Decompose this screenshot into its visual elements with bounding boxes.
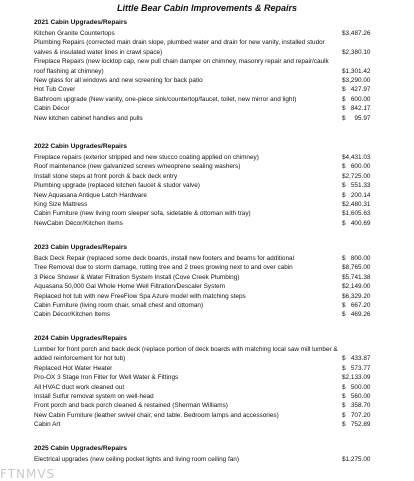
section-heading: 2024 Cabin Upgrades/Repairs xyxy=(34,335,128,342)
list-item xyxy=(34,29,386,38)
item-amount: $2,725.00 xyxy=(342,172,371,180)
list-item xyxy=(34,373,386,382)
item-description: Bathroom upgrade (New vanity, one-piece sink/countertop/faucet, toilet, new mirror and light) xyxy=(34,95,297,103)
list-item xyxy=(34,310,386,319)
item-amount: $ 358.70 xyxy=(342,402,371,410)
item-amount: $1,275.00 xyxy=(342,456,371,463)
item-description: All HVAC duct work cleaned out xyxy=(34,383,125,391)
list-item xyxy=(34,383,386,392)
item-amount: $ 800.00 xyxy=(342,255,371,262)
item-description: Plumbing upgrade (replaced kitchen faucet & studor valve) xyxy=(34,182,200,190)
item-amount: $ 707.20 xyxy=(342,411,371,419)
list-item xyxy=(34,282,386,291)
list-item xyxy=(34,364,386,373)
list-item xyxy=(34,76,386,85)
item-amount: $ 95.97 xyxy=(342,114,371,122)
item-amount: $5,741.38 xyxy=(342,273,371,281)
document-title: Little Bear Cabin Improvements & Repairs xyxy=(116,3,298,13)
item-amount: $ 400.69 xyxy=(342,219,371,227)
item-description: Fireplace Repairs (new locktop cap, new pull chain damper on chimney, masonry repair and repair/caulk roof flashing at chimney) xyxy=(34,58,329,75)
item-description: Cabin Décor xyxy=(34,105,70,113)
item-description: Cabin Décor/Kitchen Items xyxy=(34,311,111,319)
list-item xyxy=(34,85,386,94)
section-2024 xyxy=(34,333,386,430)
item-amount: $ 433.87 xyxy=(342,355,371,363)
list-item xyxy=(34,420,386,429)
item-description: Cabin Art xyxy=(34,421,61,429)
item-description: 3 Piece Shower & Water Filtration System Install (Cove Creek Plumbing) xyxy=(34,273,240,281)
item-amount: $ 573.77 xyxy=(342,364,371,372)
item-amount: $ 600.00 xyxy=(342,163,371,171)
item-amount: $3,290.00 xyxy=(342,77,371,85)
item-description: Cabin Furniture (new living room sleeper sofa, sidetable & ottoman with tray) xyxy=(34,210,251,218)
list-item xyxy=(34,95,386,104)
item-amount: $1,605.63 xyxy=(342,210,371,218)
item-amount: $ 667.20 xyxy=(342,302,371,310)
item-description: Install Sulfur removal system on well-head xyxy=(34,393,154,401)
list-item xyxy=(34,411,386,420)
item-amount: $ 200.14 xyxy=(342,191,371,199)
item-description: Back Deck Repair (replaced some deck boards, install new footers and beams for additional xyxy=(34,255,295,262)
item-amount: $ 551.33 xyxy=(342,182,371,190)
item-amount: $ 427.97 xyxy=(342,86,371,94)
list-item xyxy=(34,301,386,310)
section-2021 xyxy=(34,17,386,123)
list-item xyxy=(34,263,386,272)
item-description: Aquasana 50,000 Gal Whole Home Well Filtration/Descaler System xyxy=(34,283,225,291)
item-amount: $2,480.31 xyxy=(342,201,371,209)
list-item xyxy=(34,191,386,200)
listing-watermark: FTNMVS xyxy=(0,467,56,481)
item-description: NewCabin Décor/Kitchen Items xyxy=(34,219,123,227)
item-amount: $2,149.00 xyxy=(342,283,371,291)
section-heading: 2023 Cabin Upgrades/Repairs xyxy=(34,244,128,251)
list-item xyxy=(34,345,386,364)
item-description: New glass for all windows and new screening for back patio xyxy=(34,77,203,85)
item-description: King Size Mattress xyxy=(34,201,88,209)
section-heading: 2025 Cabin Upgrades/Repairs xyxy=(34,445,128,452)
list-item xyxy=(34,401,386,410)
item-description: Install stone steps at front porch & back deck entry xyxy=(34,172,178,180)
list-item xyxy=(34,38,386,57)
item-amount: $ 500.00 xyxy=(342,383,371,391)
item-description: Pro-OX 3 Stage Iron Filter for Well Water & Fittings xyxy=(34,374,179,382)
item-amount: $4,431.03 xyxy=(342,154,371,161)
item-amount: $6,329.20 xyxy=(342,292,371,300)
section-2022 xyxy=(34,141,386,228)
item-description: New Aquasana Antique Latch Hardware xyxy=(34,191,147,199)
item-amount: $ 469.26 xyxy=(342,311,371,319)
list-item xyxy=(34,209,386,218)
list-item xyxy=(34,200,386,209)
list-item xyxy=(34,273,386,282)
item-description: Cabin Furniture (living room chair, small chest and ottoman) xyxy=(34,302,204,310)
item-amount: $2,133.09 xyxy=(342,374,371,382)
list-item xyxy=(34,153,386,162)
list-item xyxy=(34,172,386,181)
item-description: Fireplace repairs (exterior stripped and new stucco coating applied on chimney) xyxy=(34,154,259,161)
list-item xyxy=(34,162,386,171)
item-description: Electrical upgrades (new ceiling pocket lights and living room ceiling fan) xyxy=(34,456,239,463)
list-item xyxy=(34,219,386,228)
list-item xyxy=(34,181,386,190)
item-description: Roof maintenance (new galvanized screws w/neoprene sealing washers) xyxy=(34,163,241,171)
list-item xyxy=(34,57,386,76)
item-description: Replaced hot tub with new FreeFlow Spa Azure model with matching steps xyxy=(34,292,246,300)
list-item xyxy=(34,104,386,113)
item-amount: $ 600.00 xyxy=(342,95,371,103)
item-description: Plumbing Repairs (corrected main drain slope, plumbed water and drain for new vanity, installed studor valves & insulated water lines in crawl space) xyxy=(34,39,325,56)
item-amount: $ 752.89 xyxy=(342,421,371,429)
item-amount: $3,487.26 xyxy=(342,30,371,37)
section-2023 xyxy=(34,242,386,320)
item-amount: $1,301.42 xyxy=(342,67,371,75)
list-item xyxy=(34,455,386,464)
list-item xyxy=(34,292,386,301)
item-amount: $ 560.00 xyxy=(342,393,371,401)
item-description: Kitchen Granite Countertops xyxy=(34,30,115,37)
section-2025 xyxy=(34,443,386,464)
item-description: New Cabin Furniture (leather swivel chair, end table. Bedroom lamps and accessories) xyxy=(34,411,279,419)
item-amount: $ 842.17 xyxy=(342,105,371,113)
item-amount: $8,765.00 xyxy=(342,264,371,272)
item-description: Tree Removal due to storm damage, rotting tree and 2 trees growing next to and over cabin xyxy=(34,264,293,272)
item-amount: $2,380.10 xyxy=(342,48,371,56)
list-item xyxy=(34,114,386,123)
item-description: Replaced Hot Water Heater xyxy=(34,364,113,372)
section-heading: 2021 Cabin Upgrades/Repairs xyxy=(34,19,128,26)
item-description: Lumber for front porch and back deck (replace portion of deck boards with matching local saw mill lumber & added reinforcement for hot tub) xyxy=(34,346,338,363)
section-heading: 2022 Cabin Upgrades/Repairs xyxy=(34,143,128,150)
item-description: Front porch and back porch cleaned & restained (Sherman Williams) xyxy=(34,402,228,410)
list-item xyxy=(34,392,386,401)
list-item xyxy=(34,254,386,263)
item-description: Hot Tub Cover xyxy=(34,86,76,94)
item-description: New kitchen cabinet handles and pulls xyxy=(34,114,143,122)
